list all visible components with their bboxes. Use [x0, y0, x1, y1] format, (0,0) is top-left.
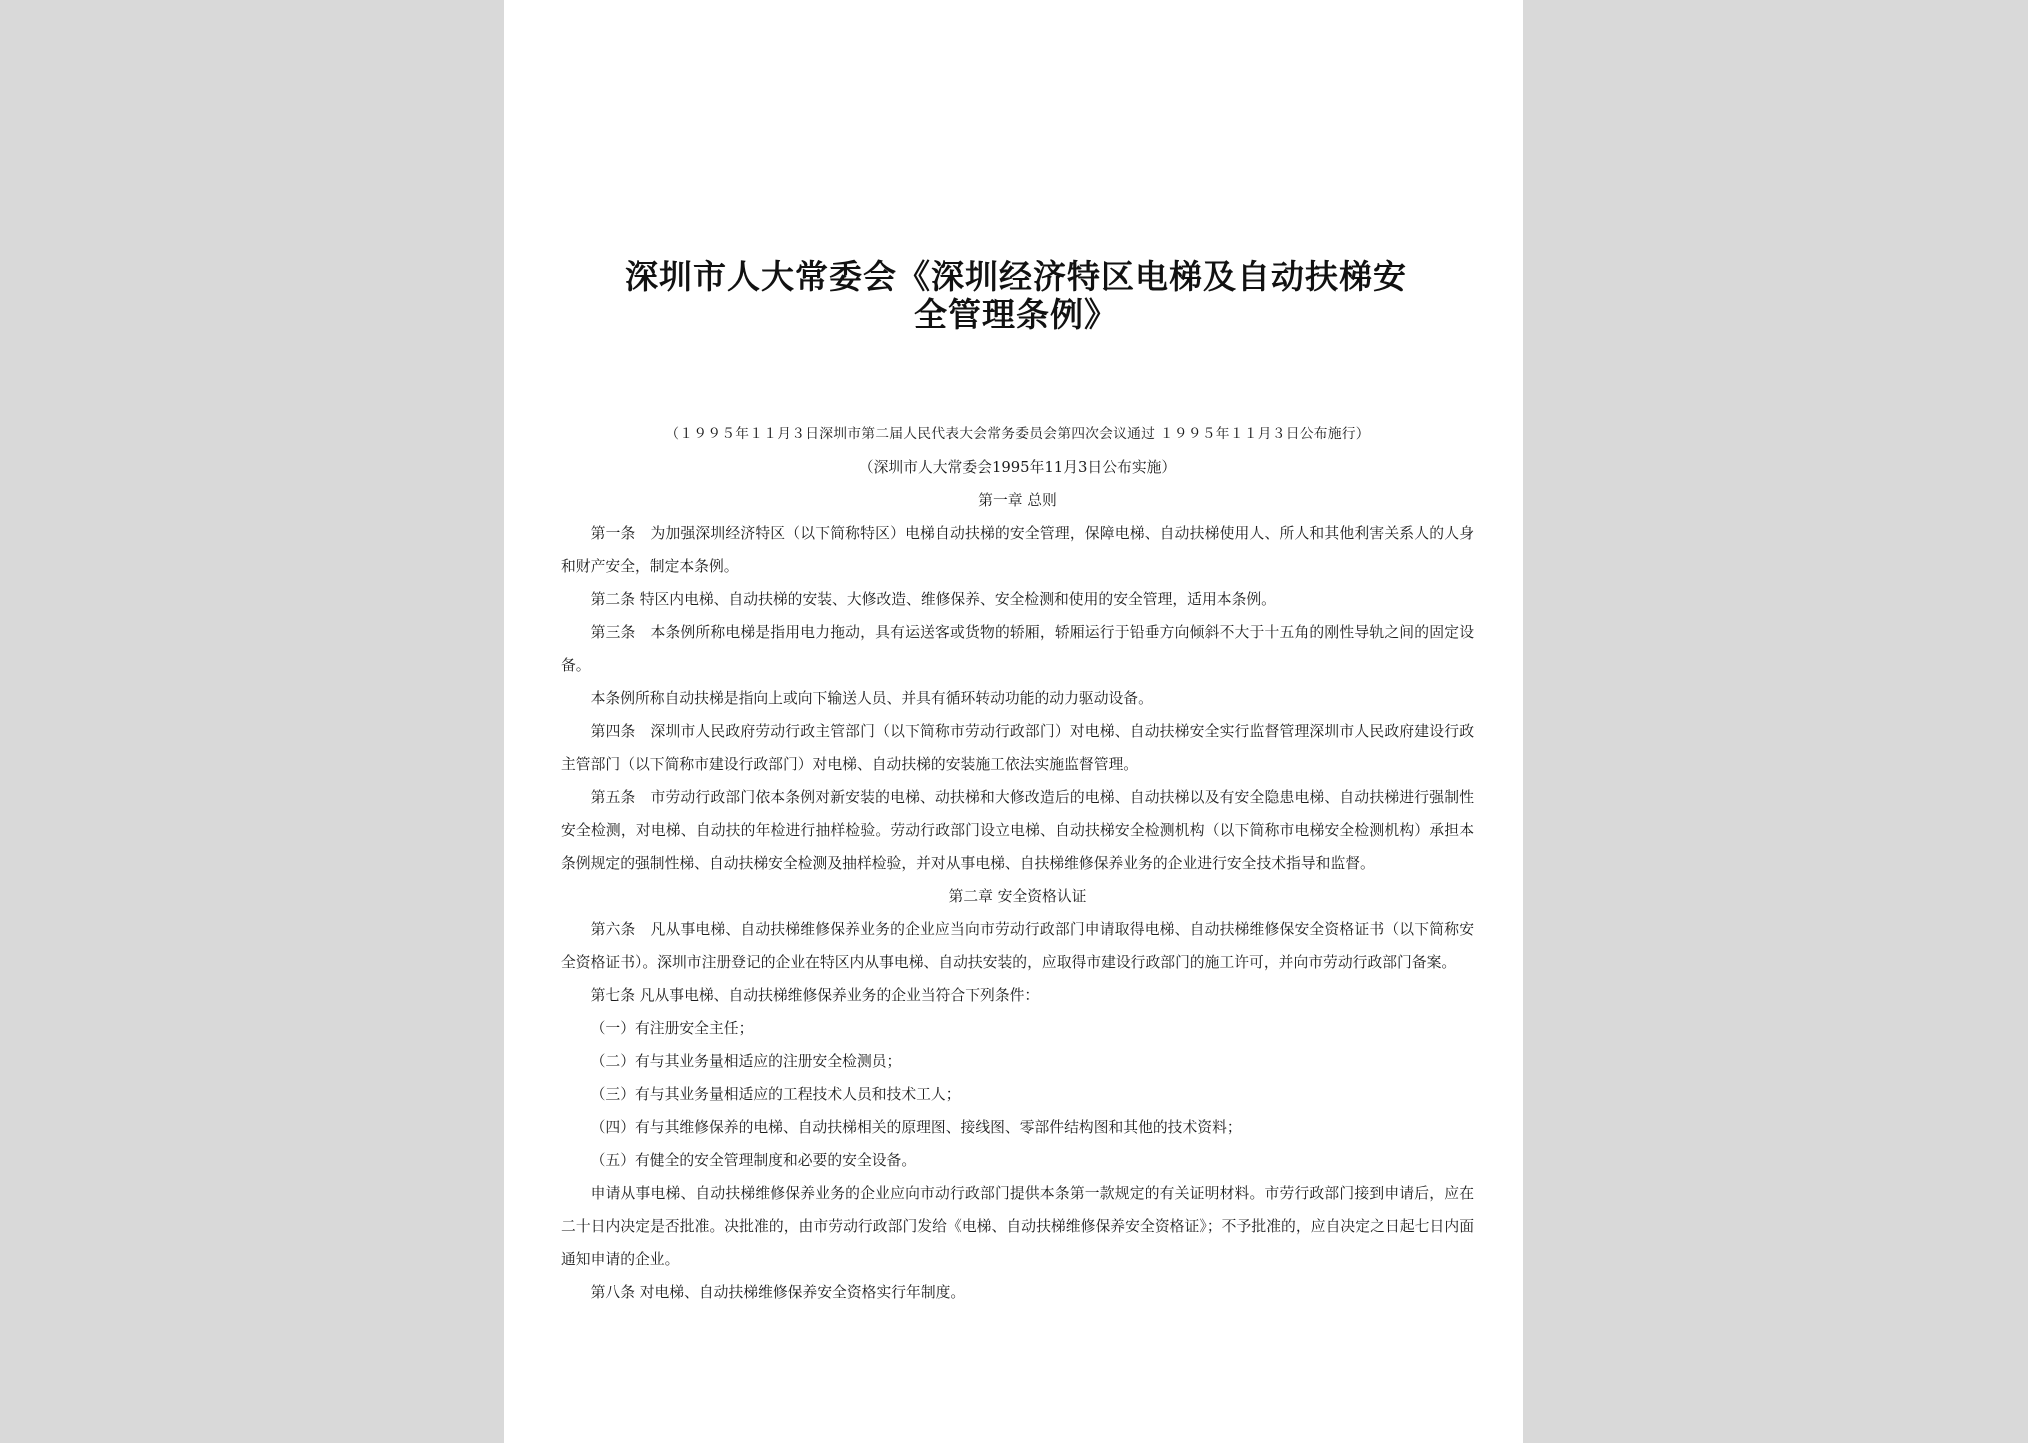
article-5: 第五条 市劳动行政部门依本条例对新安装的电梯、动扶梯和大修改造后的电梯、自动扶梯以及有安全隐患电梯、自动扶梯进行强制性安全检测，对电梯、自动扶的年检进行抽样检验。劳动行政部门设立电梯、自动扶梯安全检测机构（以下简称市电梯安全检测机构）承担本条例规定的强制性梯、自动扶梯安全检测及抽样检验，并对从事电梯、自扶梯维修保养业务的企业进行安全技术指导和监督。: [561, 789, 1474, 872]
article-6: 第六条 凡从事电梯、自动扶梯维修保养业务的企业应当向市劳动行政部门申请取得电梯、自动扶梯维修保安全资格证书（以下简称安全资格证书）。深圳市注册登记的企业在特区内从事电梯、自动扶安装的，应取得市建设行政部门的施工许可，并向市劳动行政部门备案。: [561, 921, 1474, 971]
chapter-1-heading: 第一章 总则: [978, 492, 1057, 509]
article-4: 第四条 深圳市人民政府劳动行政主管部门（以下简称市劳动行政部门）对电梯、自动扶梯安全实行监督管理深圳市人民政府建设行政主管部门（以下简称市建设行政部门）对电梯、自动扶梯的安装施工依法实施监督管理。: [561, 723, 1474, 773]
document-title: [596, 258, 1436, 334]
article-8: 第八条 对电梯、自动扶梯维修保养安全资格实行年制度。: [590, 1284, 966, 1301]
document-title-line-2: 全管理条例》: [914, 295, 1118, 334]
article-7-item: （五）有健全的安全管理制度和必要的安全设备。: [590, 1152, 917, 1169]
article-2: 第二条 特区内电梯、自动扶梯的安装、大修改造、维修保养、安全检测和使用的安全管理，适用本条例。: [590, 591, 1276, 608]
document-page: [504, 0, 1523, 1443]
article-7-item: （三）有与其业务量相适应的工程技术人员和技术工人；: [590, 1086, 961, 1103]
article-7-item: （一）有注册安全主任；: [590, 1020, 754, 1037]
article-1: 第一条 为加强深圳经济特区（以下简称特区）电梯自动扶梯的安全管理，保障电梯、自动扶梯使用人、所人和其他利害关系人的人身和财产安全，制定本条例。: [561, 525, 1474, 575]
article-7-paragraph-2: 申请从事电梯、自动扶梯维修保养业务的企业应向市动行政部门提供本条第一款规定的有关证明材料。市劳行政部门接到申请后，应在二十日内决定是否批准。决批准的，由市劳动行政部门发给《电梯、自动扶梯维修保养安全资格证》；不予批准的，应自决定之日起七日内面通知申请的企业。: [561, 1185, 1474, 1268]
document-title-line-1: 深圳市人大常委会《深圳经济特区电梯及自动扶梯安: [625, 257, 1407, 296]
article-7-item: （二）有与其业务量相适应的注册安全检测员；: [590, 1053, 902, 1070]
article-3: 第三条 本条例所称电梯是指用电力拖动，具有运送客或货物的轿厢，轿厢运行于铅垂方向倾斜不大于十五角的刚性导轨之间的固定设备。: [561, 624, 1474, 674]
chapter-2-heading: 第二章 安全资格认证: [948, 888, 1087, 905]
article-7-item: （四）有与其维修保养的电梯、自动扶梯相关的原理图、接线图、零部件结构图和其他的技术资料；: [590, 1119, 1242, 1136]
article-3-paragraph-2: 本条例所称自动扶梯是指向上或向下输送人员、并具有循环转动功能的动力驱动设备。: [590, 690, 1153, 707]
publication-note: （深圳市人大常委会1995年11月3日公布实施）: [858, 459, 1177, 476]
article-7: 第七条 凡从事电梯、自动扶梯维修保养业务的企业当符合下列条件：: [590, 987, 1040, 1004]
document-subtitle: （１９９５年１１月３日深圳市第二届人民代表大会常务委员会第四次会议通过 １９９５年１１月３日公布施行）: [665, 426, 1370, 442]
document-body: [561, 418, 1474, 1309]
